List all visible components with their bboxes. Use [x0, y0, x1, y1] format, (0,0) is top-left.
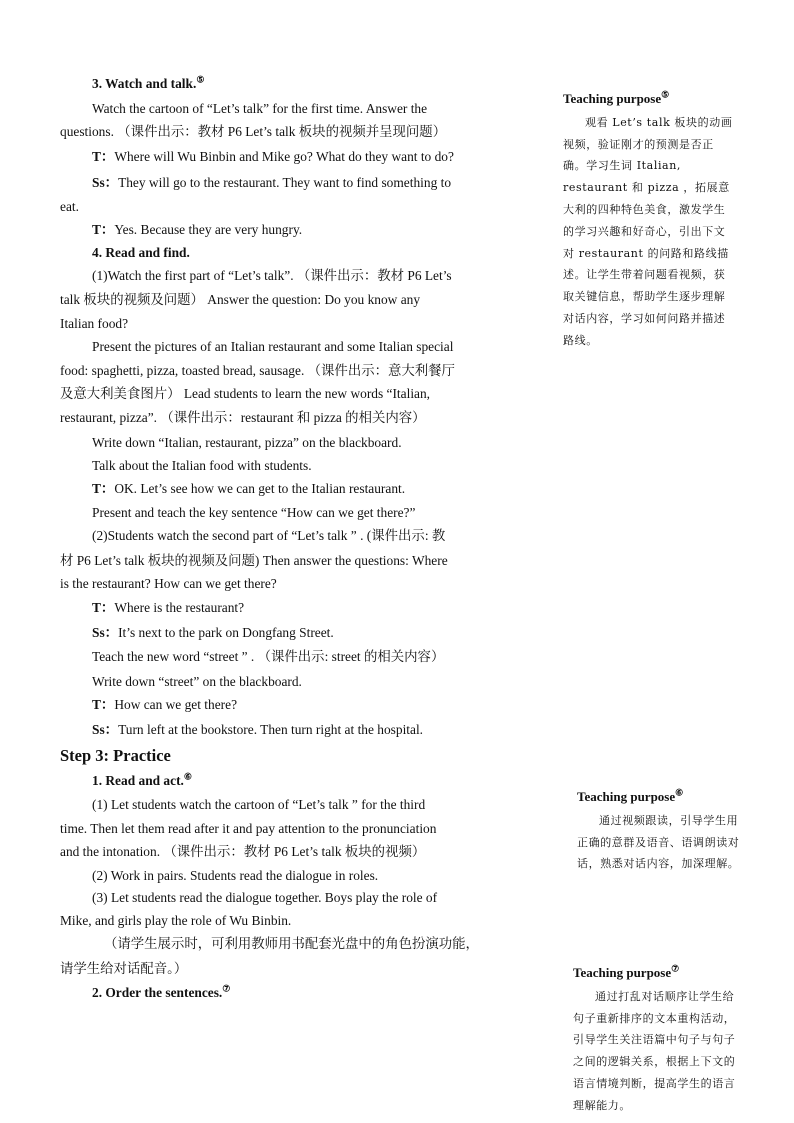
line-text: (2) Work in pairs. Students read the dialogue in roles. — [92, 868, 379, 883]
text-line — [92, 868, 378, 884]
line-text: Present and teach the key sentence “How can we get there?” — [92, 505, 416, 520]
line-text: eat. — [60, 199, 79, 214]
section-heading — [92, 245, 190, 261]
line-text: (1)Watch the first part of “Let’s talk”. （课件出示：教材 P6 Let’s — [92, 268, 452, 283]
text-line — [92, 649, 444, 665]
line-text: Talk about the Italian food with students. — [92, 458, 312, 473]
line-text: is the restaurant? How can we get there? — [60, 576, 277, 591]
section-heading — [92, 985, 230, 1001]
footnote-marker: ⑥ — [183, 771, 192, 782]
speaker-label: T： — [92, 222, 115, 237]
line-text: Write down “street” on the blackboard. — [92, 674, 302, 689]
section-heading — [92, 773, 192, 789]
text-line — [92, 797, 425, 813]
line-text: 1. Read and act. — [92, 773, 184, 788]
speaker-label: T： — [92, 149, 115, 164]
line-text: Present the pictures of an Italian restaurant and some Italian special — [92, 339, 454, 354]
footnote-marker: ⑦ — [671, 963, 680, 974]
step-heading — [60, 746, 171, 766]
line-text: 3. Watch and talk. — [92, 76, 197, 91]
text-line — [60, 316, 128, 332]
footnote-marker: ⑤ — [196, 74, 205, 85]
text-line — [60, 199, 79, 215]
note-body: 通过打乱对话顺序让学生给句子重新排序的文本重构活动，引导学生关注语篇中句子与句子之间的逻辑关系，根据上下文的语言情境判断，提高学生的语言理解能力。 — [573, 989, 736, 1112]
text-line — [92, 505, 415, 521]
text-line — [92, 101, 427, 117]
note-body: 观看 Let’s talk 板块的动画视频，验证刚才的预测是否正确。学习生词 Italian, restaurant 和 pizza ，拓展意大利的四种特色美食，激发学生的学习兴趣和好奇心，引出下文对 restaurant 的问路和路线描述。让学生带着问题看视频，获取关键信息，帮助学生逐步理解对话内容，学习如何问路并描述路线。 — [563, 115, 733, 347]
line-text: They will go to the restaurant. They want to find something to — [118, 175, 452, 190]
text-line — [92, 528, 445, 544]
speaker-label: T： — [92, 600, 115, 615]
line-text: How can we get there? — [114, 697, 238, 712]
text-line — [60, 821, 436, 837]
text-line — [60, 363, 455, 379]
line-text: Step 3: Practice — [60, 746, 171, 765]
text-line — [92, 890, 437, 906]
text-line — [92, 222, 302, 238]
text-line — [92, 625, 334, 641]
teaching-purpose-note — [563, 88, 735, 352]
line-text: Where is the restaurant? — [114, 600, 245, 615]
line-text: (3) Let students read the dialogue together. Boys play the role of — [92, 890, 438, 905]
text-line — [92, 722, 423, 738]
note-title-text: Teaching purpose — [563, 91, 662, 106]
line-text: (1) Let students watch the cartoon of “Let’s talk ” for the third — [92, 797, 426, 812]
speaker-label: T： — [92, 481, 115, 496]
text-line — [92, 600, 244, 616]
line-text: Teach the new word “street ” . （课件出示: street 的相关内容） — [92, 649, 445, 664]
footnote-marker: ⑥ — [675, 787, 684, 798]
speaker-label: T： — [92, 697, 115, 712]
note-title — [577, 786, 745, 808]
text-line — [92, 268, 452, 284]
text-line — [60, 961, 187, 977]
text-line — [92, 175, 451, 191]
line-text: Italian food? — [60, 316, 129, 331]
text-line — [60, 292, 420, 308]
line-text: food: spaghetti, pizza, toasted bread, sausage. （课件出示：意大利餐厅 — [60, 363, 455, 378]
text-line — [60, 386, 430, 402]
note-title — [573, 962, 741, 984]
line-text: Write down “Italian, restaurant, pizza” on the blackboard. — [92, 435, 402, 450]
text-line — [92, 458, 312, 474]
line-text: It’s next to the park on Dongfang Street. — [118, 625, 334, 640]
text-line — [92, 149, 454, 165]
line-text: Yes. Because they are very hungry. — [114, 222, 303, 237]
note-title — [563, 88, 735, 110]
text-line — [60, 844, 425, 860]
text-line — [104, 936, 479, 952]
speaker-label: Ss： — [92, 722, 119, 737]
text-line — [92, 481, 405, 497]
line-text: Mike, and girls play the role of Wu Binbin. — [60, 913, 292, 928]
teaching-purpose-note — [573, 962, 741, 1117]
text-line — [60, 124, 446, 140]
text-line — [92, 697, 237, 713]
note-body: 通过视频跟读，引导学生用正确的意群及语音、语调朗读对话，熟悉对话内容，加深理解。 — [577, 813, 740, 871]
text-line — [60, 576, 277, 592]
teaching-purpose-note — [577, 786, 745, 875]
text-line — [92, 435, 402, 451]
text-line — [92, 339, 453, 355]
text-line — [60, 553, 448, 569]
line-text: talk 板块的视频及问题） Answer the question: Do you know any — [60, 292, 421, 307]
speaker-label: Ss： — [92, 625, 119, 640]
text-line — [92, 674, 302, 690]
footnote-marker: ⑦ — [222, 983, 231, 994]
line-text: restaurant, pizza”. （课件出示：restaurant 和 pizza 的相关内容） — [60, 410, 426, 425]
line-text: questions. （课件出示：教材 P6 Let’s talk 板块的视频并呈现问题） — [60, 124, 447, 139]
footnote-marker: ⑤ — [661, 89, 670, 100]
line-text: Turn left at the bookstore. Then turn right at the hospital. — [118, 722, 424, 737]
note-title-text: Teaching purpose — [573, 965, 672, 980]
line-text: and the intonation. （课件出示：教材 P6 Let’s talk 板块的视频） — [60, 844, 426, 859]
text-line — [60, 913, 291, 929]
line-text: 请学生给对话配音。） — [60, 961, 188, 976]
line-text: Where will Wu Binbin and Mike go? What do they want to do? — [114, 149, 454, 164]
line-text: 材 P6 Let’s talk 板块的视频及问题) Then answer the questions: Where — [60, 553, 448, 568]
section-heading — [92, 76, 204, 92]
text-line — [60, 410, 426, 426]
line-text: 4. Read and find. — [92, 245, 190, 260]
line-text: 及意大利美食图片） Lead students to learn the new words “Italian, — [60, 386, 431, 401]
line-text: Watch the cartoon of “Let’s talk” for the first time. Answer the — [92, 101, 428, 116]
line-text: 2. Order the sentences. — [92, 985, 223, 1000]
note-title-text: Teaching purpose — [577, 789, 676, 804]
speaker-label: Ss： — [92, 175, 119, 190]
line-text: （请学生展示时，可利用教师用书配套光盘中的角色扮演功能， — [104, 936, 479, 951]
line-text: time. Then let them read after it and pay attention to the pronunciation — [60, 821, 437, 836]
line-text: OK. Let’s see how we can get to the Italian restaurant. — [114, 481, 406, 496]
line-text: (2)Students watch the second part of “Let’s talk ” . (课件出示: 教 — [92, 528, 446, 543]
